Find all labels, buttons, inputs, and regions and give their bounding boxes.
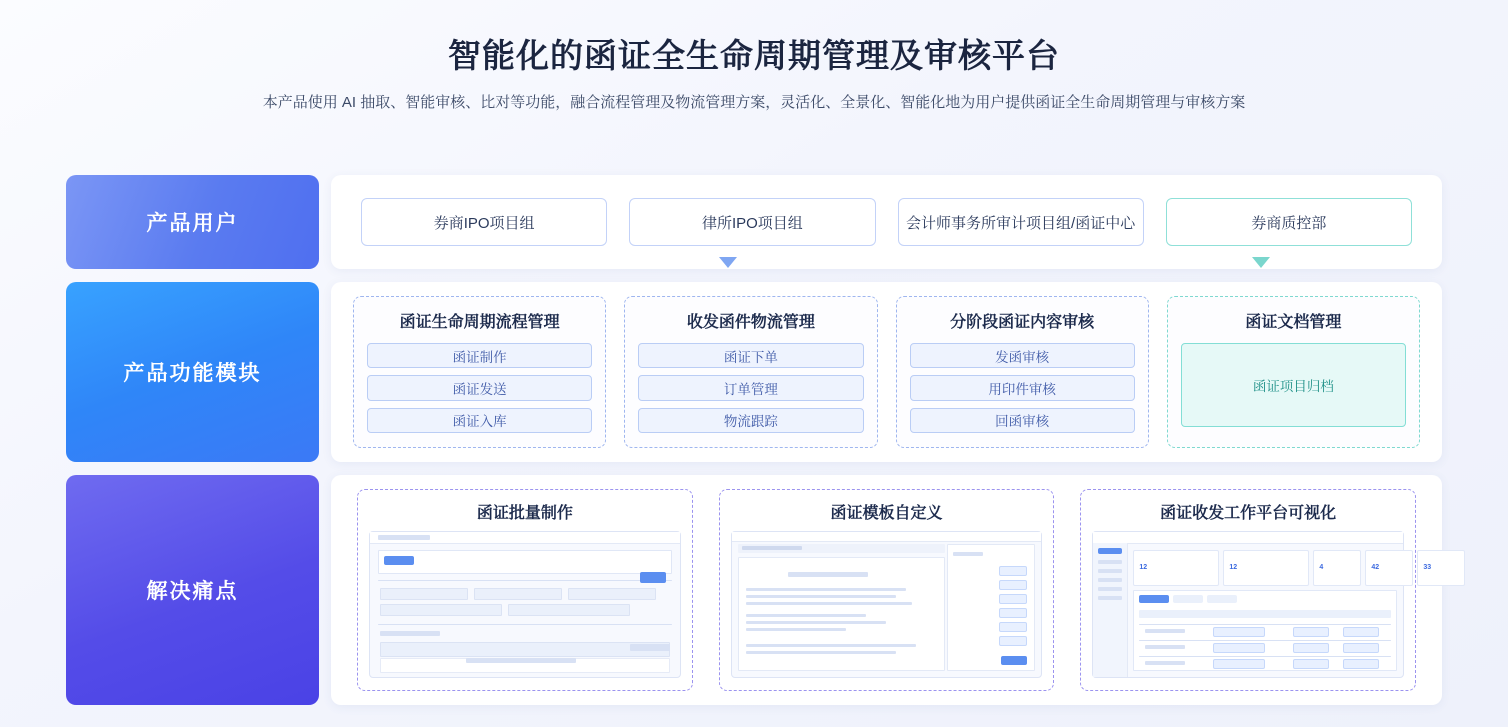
template-editor-screenshot[interactable] bbox=[731, 531, 1043, 678]
row-pain-points bbox=[66, 475, 1442, 705]
module-group-title: 函证文档管理 bbox=[1245, 314, 1342, 331]
module-item[interactable]: 函证制作 bbox=[367, 343, 592, 368]
row-label-pain-points: 解决痛点 bbox=[66, 475, 319, 705]
stat-value: 42 bbox=[1371, 564, 1380, 571]
row-label-product-users: 产品用户 bbox=[66, 175, 319, 269]
row-function-modules bbox=[66, 282, 1442, 462]
arrow-down-icon bbox=[1252, 257, 1270, 268]
module-group-review bbox=[896, 296, 1149, 448]
module-group-logistics bbox=[624, 296, 877, 448]
pain-points-panel bbox=[331, 475, 1442, 705]
user-type-card[interactable]: 会计师事务所审计项目组/函证中心 bbox=[898, 198, 1144, 246]
user-type-card[interactable]: 券商质控部 bbox=[1166, 198, 1412, 246]
row-product-users bbox=[66, 175, 1442, 269]
row-label-function-modules: 产品功能模块 bbox=[66, 282, 319, 462]
product-users-panel bbox=[331, 175, 1442, 269]
module-group-title: 函证生命周期流程管理 bbox=[399, 314, 560, 331]
arrow-down-icon bbox=[719, 257, 737, 268]
page-title: 智能化的函证全生命周期管理及审核平台 bbox=[448, 37, 1060, 74]
module-item[interactable]: 函证下单 bbox=[638, 343, 863, 368]
dashboard-screenshot[interactable] bbox=[1092, 531, 1432, 678]
user-type-card[interactable]: 律所IPO项目组 bbox=[629, 198, 875, 246]
pain-point-title: 函证模板自定义 bbox=[830, 505, 943, 522]
stat-value: 12 bbox=[1139, 564, 1148, 571]
user-type-card[interactable]: 券商IPO项目组 bbox=[361, 198, 607, 246]
function-modules-panel bbox=[331, 282, 1442, 462]
module-item[interactable]: 订单管理 bbox=[638, 375, 863, 400]
module-item[interactable]: 用印件审核 bbox=[910, 375, 1135, 400]
pain-point-title: 函证批量制作 bbox=[476, 505, 573, 522]
module-item[interactable]: 函证入库 bbox=[367, 408, 592, 433]
batch-creation-screenshot[interactable] bbox=[369, 531, 681, 678]
pain-point-title: 函证收发工作平台可视化 bbox=[1160, 505, 1337, 522]
module-group-title: 收发函件物流管理 bbox=[686, 314, 815, 331]
page-subtitle: 本产品使用 AI 抽取、智能审核、比对等功能，融合流程管理及物流管理方案，灵活化、全景化、智能化地为用户提供函证全生命周期管理与审核方案 bbox=[262, 94, 1246, 111]
page-header bbox=[0, 0, 1508, 114]
capability-matrix bbox=[66, 175, 1442, 705]
module-group-title: 分阶段函证内容审核 bbox=[950, 314, 1095, 331]
module-item[interactable]: 函证项目归档 bbox=[1181, 343, 1406, 427]
stat-value: 12 bbox=[1229, 564, 1238, 571]
module-group-lifecycle bbox=[353, 296, 606, 448]
pain-point-card bbox=[357, 489, 693, 691]
module-item[interactable]: 物流跟踪 bbox=[638, 408, 863, 433]
stat-value: 4 bbox=[1319, 564, 1324, 571]
stat-value: 33 bbox=[1423, 564, 1432, 571]
module-item[interactable]: 发函审核 bbox=[910, 343, 1135, 368]
module-item[interactable]: 函证发送 bbox=[367, 375, 592, 400]
module-group-documents bbox=[1167, 296, 1420, 448]
pain-point-card bbox=[719, 489, 1055, 691]
pain-point-card bbox=[1080, 489, 1432, 691]
module-item[interactable]: 回函审核 bbox=[910, 408, 1135, 433]
